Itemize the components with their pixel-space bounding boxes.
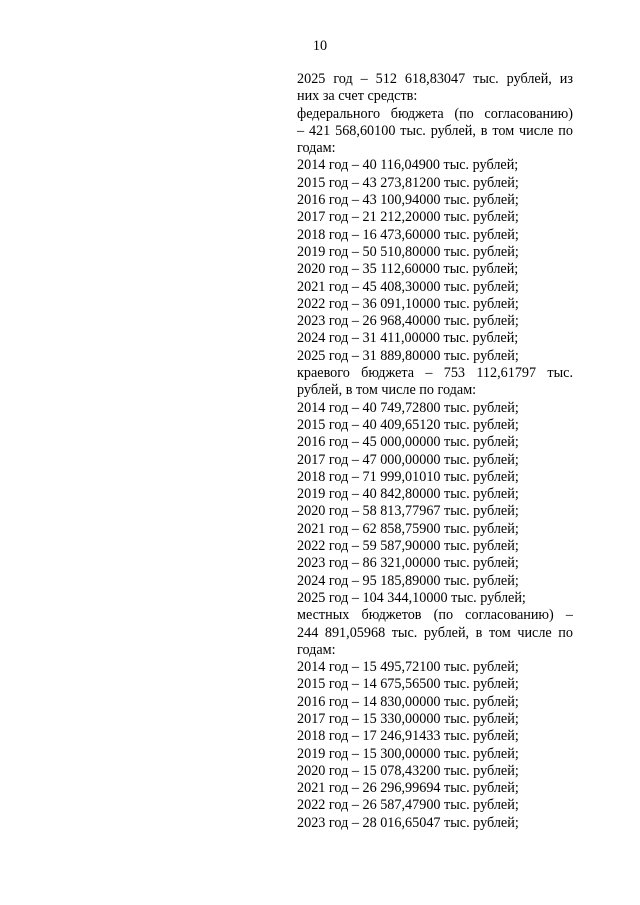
- list-item: 2016 год – 43 100,94000 тыс. рублей;: [297, 192, 519, 209]
- list-item: 2025 год – 104 344,10000 тыс. рублей;: [297, 589, 526, 606]
- list-item: 2016 год – 45 000,00000 тыс. рублей;: [297, 434, 519, 451]
- list-item: 2024 год – 95 185,89000 тыс. рублей;: [297, 572, 519, 589]
- list-item: 2020 год – 35 112,60000 тыс. рублей;: [297, 261, 519, 278]
- list-item: 2014 год – 15 495,72100 тыс. рублей;: [297, 659, 519, 676]
- federal-year-list: [297, 157, 573, 365]
- list-item: 2019 год – 50 510,80000 тыс. рублей;: [297, 243, 519, 260]
- list-item: 2022 год – 26 587,47900 тыс. рублей;: [297, 797, 519, 814]
- list-item: 2025 год – 31 889,80000 тыс. рублей;: [297, 347, 519, 364]
- regional-year-list: [297, 400, 573, 608]
- text-line: местных бюджетов (по согласованию) –: [297, 607, 573, 624]
- list-item: 2014 год – 40 116,04900 тыс. рублей;: [297, 157, 519, 174]
- list-item: 2024 год – 31 411,00000 тыс. рублей;: [297, 330, 519, 347]
- text-line: федерального бюджета (по согласованию): [297, 105, 573, 122]
- list-item: 2015 год – 40 409,65120 тыс. рублей;: [297, 416, 519, 433]
- text-line: них за счет средств:: [297, 88, 418, 105]
- list-item: 2014 год – 40 749,72800 тыс. рублей;: [297, 399, 519, 416]
- list-item: 2020 год – 58 813,77967 тыс. рублей;: [297, 503, 519, 520]
- list-item: 2022 год – 59 587,90000 тыс. рублей;: [297, 538, 519, 555]
- list-item: 2018 год – 71 999,01010 тыс. рублей;: [297, 468, 519, 485]
- document-body: [297, 71, 573, 832]
- text-line: – 421 568,60100 тыс. рублей, в том числе по: [297, 122, 573, 139]
- text-line: краевого бюджета – 753 112,61797 тыс.: [297, 365, 573, 382]
- list-item: 2019 год – 40 842,80000 тыс. рублей;: [297, 486, 519, 503]
- list-item: 2023 год – 28 016,65047 тыс. рублей;: [297, 814, 519, 831]
- list-item: 2018 год – 16 473,60000 тыс. рублей;: [297, 226, 519, 243]
- list-item: 2017 год – 47 000,00000 тыс. рублей;: [297, 451, 519, 468]
- list-item: 2016 год – 14 830,00000 тыс. рублей;: [297, 693, 519, 710]
- text-line: 244 891,05968 тыс. рублей, в том числе по: [297, 624, 573, 641]
- page-number: 10: [312, 38, 328, 54]
- text-line: годам:: [297, 140, 336, 157]
- list-item: 2015 год – 14 675,56500 тыс. рублей;: [297, 676, 519, 693]
- list-item: 2021 год – 26 296,99694 тыс. рублей;: [297, 780, 519, 797]
- list-item: 2023 год – 86 321,00000 тыс. рублей;: [297, 555, 519, 572]
- text-line: годам:: [297, 641, 336, 658]
- list-item: 2017 год – 15 330,00000 тыс. рублей;: [297, 710, 519, 727]
- list-item: 2018 год – 17 246,91433 тыс. рублей;: [297, 728, 519, 745]
- list-item: 2019 год – 15 300,00000 тыс. рублей;: [297, 745, 519, 762]
- list-item: 2023 год – 26 968,40000 тыс. рублей;: [297, 313, 519, 330]
- list-item: 2021 год – 62 858,75900 тыс. рублей;: [297, 520, 519, 537]
- list-item: 2015 год – 43 273,81200 тыс. рублей;: [297, 174, 519, 191]
- list-item: 2020 год – 15 078,43200 тыс. рублей;: [297, 762, 519, 779]
- list-item: 2017 год – 21 212,20000 тыс. рублей;: [297, 209, 519, 226]
- text-line: рублей, в том числе по годам:: [297, 382, 477, 399]
- list-item: 2022 год – 36 091,10000 тыс. рублей;: [297, 295, 519, 312]
- list-item: 2021 год – 45 408,30000 тыс. рублей;: [297, 278, 519, 295]
- local-year-list: [297, 659, 573, 832]
- text-line: 2025 год – 512 618,83047 тыс. рублей, из: [297, 71, 573, 87]
